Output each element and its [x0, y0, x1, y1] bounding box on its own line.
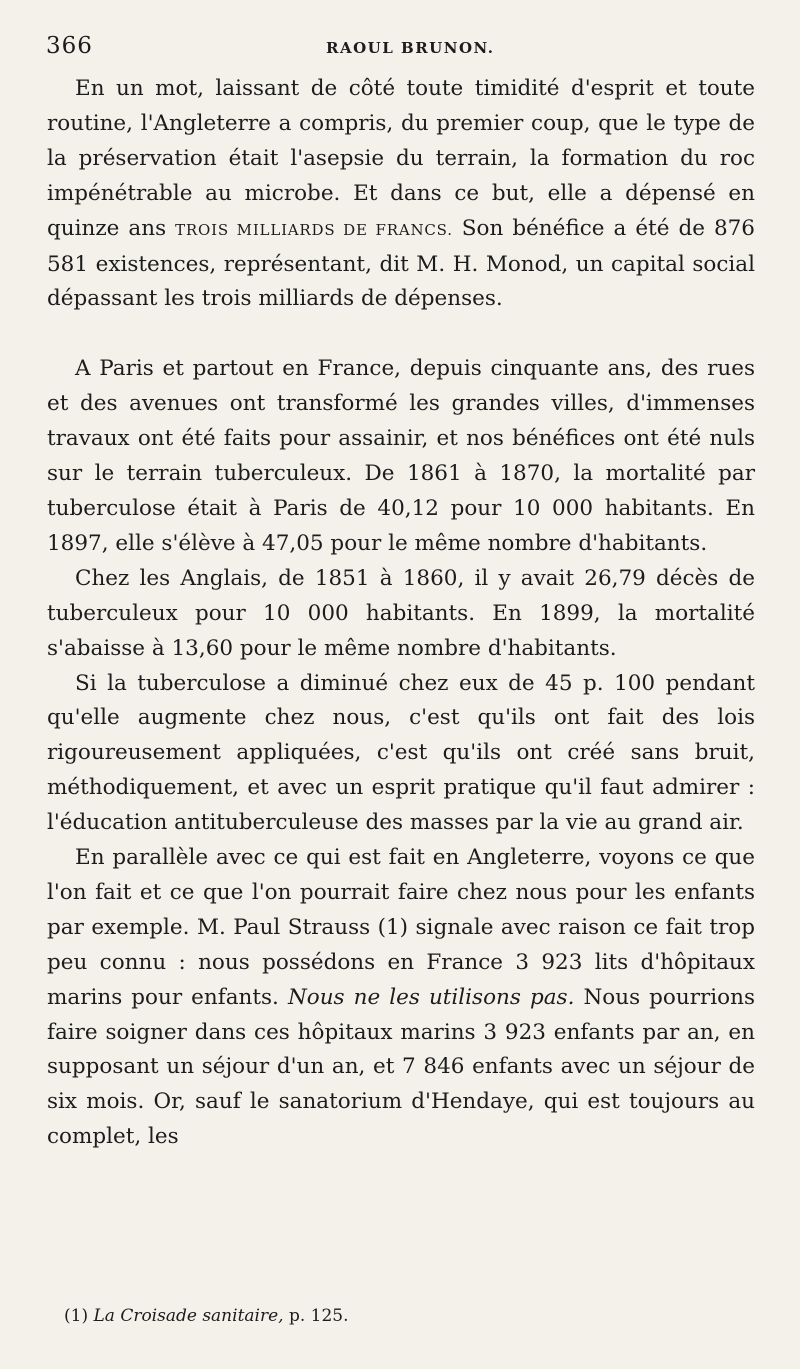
body-text	[47, 72, 755, 1155]
paragraph-5-text-a: En parallèle avec ce qui est fait en Angleterre, voyons ce que l'on fait et ce que l'on pourrait faire chez nous pour les enfants par exemple. M. Paul Strauss (1) signale avec raison ce fait trop peu connu : nous possédons en France 3 923 lits d'hôpitaux marins pour enfants.	[47, 845, 755, 1010]
page-number: 366	[46, 33, 93, 59]
italic-emphasis: Nous ne les utilisons pas.	[287, 984, 575, 1010]
paragraph-1-text-a: En un mot, laissant de côté toute timidité d'esprit et toute routine, l'Angleterre a compris, du premier coup, que le type de la préservation était l'asepsie du terrain, la formation du roc impénétrable au microbe. Et dans ce but, elle a dépensé en quinze ans	[47, 76, 755, 241]
paragraph-1	[47, 72, 755, 317]
paragraph-2: A Paris et partout en France, depuis cinquante ans, des rues et des avenues ont transformé les grandes villes, d'immenses travaux ont été faits pour assainir, et nos bénéfices ont été nuls sur le terrain tuberculeux. De 1861 à 1870, la mortalité par tuberculose était à Paris de 40,12 pour 10 000 habitants. En 1897, elle s'élève à 47,05 pour le même nombre d'habitants.	[47, 356, 755, 556]
paragraph-3: Chez les Anglais, de 1851 à 1860, il y avait 26,79 décès de tuberculeux pour 10 000 habitants. En 1899, la mortalité s'abaisse à 13,60 pour le même nombre d'habitants.	[47, 565, 755, 661]
small-caps-emphasis: TROIS MILLIARDS DE FRANCS.	[175, 220, 453, 239]
footnote-title: La Croisade sanitaire,	[93, 1306, 284, 1326]
footnote	[64, 1306, 349, 1326]
footnote-marker: (1)	[64, 1306, 94, 1326]
paragraph-4: Si la tuberculose a diminué chez eux de 45 p. 100 pendant qu'elle augmente chez nous, c'est qu'ils ont fait des lois rigoureusement appliquées, c'est qu'ils ont créé sans bruit, méthodiquement, et avec un esprit pratique qu'il faut admirer : l'éducation antituberculeuse des masses par la vie au grand air.	[47, 670, 755, 836]
running-head: RAOUL BRUNON.	[326, 39, 495, 57]
paragraph-1-text-b: Son bénéfice a été de 876 581 existences, représentant, dit M. H. Monod, un capital social dépassant les trois milliards de dépenses.	[47, 215, 755, 312]
paragraph-5-text-b: Nous pourrions faire soigner dans ces hôpitaux marins 3 923 enfants par an, en supposant un séjour d'un an, et 7 846 enfants avec un séjour de six mois. Or, sauf le sanatorium d'Hendaye, qui est toujours au complet, les	[47, 984, 755, 1150]
footnote-page: p. 125.	[283, 1306, 349, 1326]
paragraph-5	[47, 841, 755, 1155]
page-header	[46, 33, 760, 63]
